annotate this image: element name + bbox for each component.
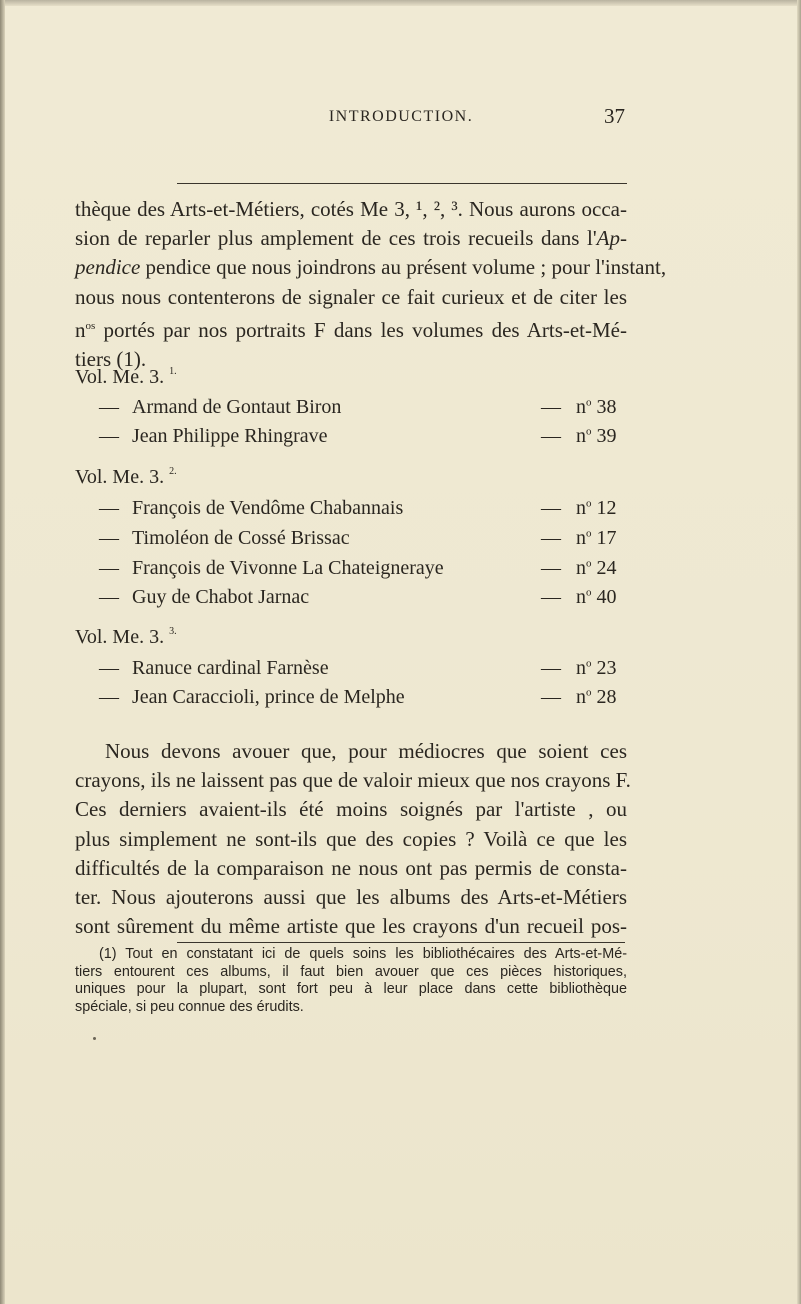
page-number: 37: [604, 104, 625, 128]
paragraph-1-line-4: nous nous contenterons de signaler ce fait curieux et de citer les: [75, 284, 627, 309]
italic-appendice-end: pendice: [75, 255, 141, 280]
volume-heading-2: Vol. Me. 3. $^{2.}$: [75, 466, 177, 488]
volume-heading-1: Vol. Me. 3. $^{1.}$: [75, 366, 177, 388]
paragraph-2-line-5: difficultés de la comparaison ne nous ont pas permis de consta-: [75, 855, 627, 880]
paragraph-2-line-6: ter. Nous ajouterons aussi que les albums des Arts-et-Métiers: [75, 885, 627, 910]
paragraph-2-line-7: sont sûrement du même artiste que les crayons d'un recueil pos-: [75, 914, 627, 939]
list-item: — Jean Caraccioli, prince de Melphe — $n^o$ 28: [99, 686, 617, 708]
paragraph-1-line-2: sion de reparler plus amplement de ces trois recueils dans l'Ap-: [75, 226, 627, 251]
header-rule: [177, 183, 627, 184]
footnote: [75, 946, 627, 1016]
list-item: — François de Vendôme Chabannais — $n^o$ 12: [99, 497, 617, 519]
list-item: — Ranuce cardinal Farnèse — $n^o$ 23: [99, 657, 617, 679]
list-item: — Jean Philippe Rhingrave — $n^o$ 39: [99, 425, 617, 447]
footnote-line-4: spéciale, si peu connue des érudits.: [75, 998, 304, 1015]
footnote-rule: [177, 942, 625, 943]
list-item: — François de Vivonne La Chateigneraye — $n^o$ 24: [99, 557, 617, 579]
list-item: — Guy de Chabot Jarnac — $n^o$ 40: [99, 586, 617, 608]
paragraph-1-line-5: $n^{os}$ portés par nos portraits F dans les volumes des Arts-et-Mé-: [75, 317, 627, 342]
page-header: [177, 104, 625, 134]
paragraph-2: [75, 737, 631, 941]
paragraph-2-line-1: Nous devons avouer que, pour médiocres que soient ces: [105, 739, 627, 763]
paragraph-2-line-4: plus simplement ne sont-ils que des copies ? Voilà ce que les: [75, 826, 627, 851]
paragraph-2-line-3: Ces derniers avaient-ils été moins soignés par l'artiste , ou: [75, 797, 627, 822]
footnote-line-2: tiers entourent ces albums, il faut bien avouer que ces pièces historiques,: [75, 963, 627, 980]
list-item: — Armand de Gontaut Biron — $n^o$ 38: [99, 396, 617, 418]
page-left-edge: [0, 0, 5, 1304]
volume-heading-3: Vol. Me. 3. $^{3.}$: [75, 626, 177, 648]
italic-appendice-start: Ap-: [596, 226, 627, 251]
paragraph-1-line-6: tiers (1).: [75, 347, 147, 372]
page-top-edge: [0, 0, 801, 6]
paragraph-1: [75, 195, 667, 374]
paragraph-1-line-3: pendice pendice que nous joindrons au présent volume ; pour l'instant,: [75, 255, 667, 280]
page-right-edge: [797, 0, 801, 1304]
ink-speck: [93, 1037, 96, 1040]
list-item: — Timoléon de Cossé Brissac — $n^o$ 17: [99, 527, 617, 549]
running-head: INTRODUCTION.: [328, 108, 474, 125]
paragraph-2-line-2: crayons, ils ne laissent pas que de valoir mieux que nos crayons F.: [75, 768, 631, 793]
paragraph-1-line-1: thèque des Arts-et-Métiers, cotés Me 3, ¹, ², ³. Nous aurons occa-: [75, 197, 627, 221]
footnote-line-1: (1) Tout en constatant ici de quels soins les bibliothécaires des Arts-et-Mé-: [99, 946, 627, 962]
footnote-line-3: uniques pour la plupart, sont fort peu à leur place dans cette bibliothèque: [75, 981, 627, 997]
